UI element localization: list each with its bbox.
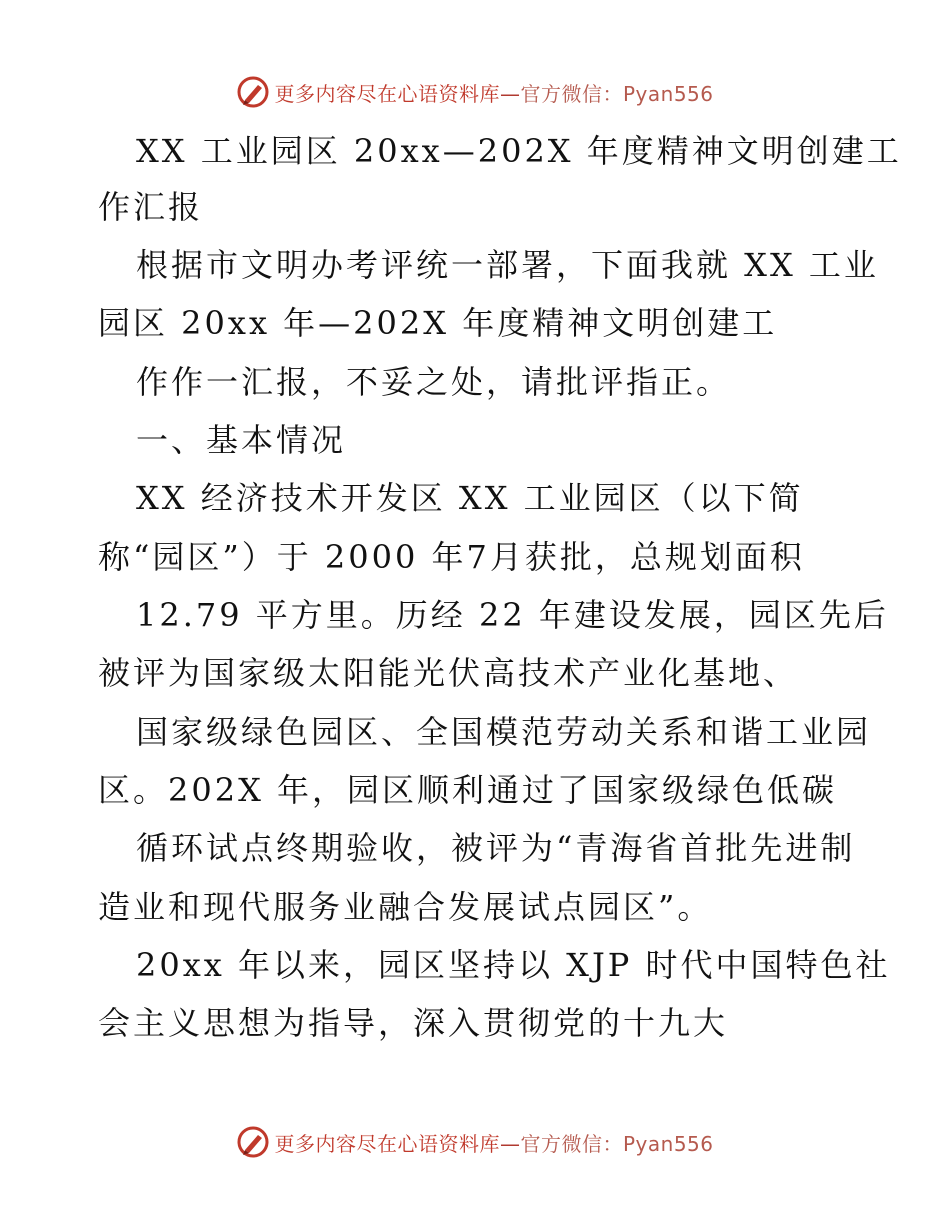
banner-wechat-label: 官方微信：: [520, 1131, 623, 1156]
doc-section-heading: 一、基本情况: [136, 421, 347, 459]
doc-paragraph-line: 园区 20xx 年—202X 年度精神文明创建工: [98, 304, 778, 342]
doc-paragraph-line: 20xx 年以来，园区坚持以 XJP 时代中国特色社: [136, 946, 891, 984]
doc-paragraph-line: 12.79 平方里。历经 22 年建设发展，园区先后: [136, 596, 889, 634]
banner-wechat-id: Pyan556: [622, 81, 714, 106]
banner-main-text: 更多内容尽在心语资料库: [274, 1131, 500, 1156]
banner-text: [274, 1128, 713, 1157]
banner-separator: —: [499, 81, 521, 106]
doc-paragraph-line: 造业和现代服务业融合发展试点园区”。: [98, 888, 713, 926]
doc-paragraph-line: 区。202X 年，园区顺利通过了国家级绿色低碳: [98, 771, 838, 809]
pen-logo-icon: [236, 1125, 270, 1159]
banner-text: [274, 78, 713, 107]
doc-paragraph-line: 作作一汇报，不妥之处，请批评指正。: [136, 363, 732, 401]
doc-title-line-2: 作汇报: [98, 188, 204, 226]
doc-paragraph-line: 根据市文明办考评统一部署，下面我就 XX 工业: [136, 246, 879, 284]
doc-paragraph-line: 循环试点终期验收，被评为“青海省首批先进制: [136, 829, 856, 867]
header-banner: [0, 72, 950, 112]
doc-paragraph-line: XX 经济技术开发区 XX 工业园区（以下简: [136, 479, 804, 517]
doc-paragraph-line: 称“园区”）于 2000 年7月获批，总规划面积: [98, 538, 805, 576]
doc-title-line-1: XX 工业园区 20xx—202X 年度精神文明创建工: [136, 132, 902, 170]
footer-banner: [0, 1122, 950, 1162]
doc-paragraph-line: 国家级绿色园区、全国模范劳动关系和谐工业园: [136, 713, 872, 751]
pen-logo-icon: [236, 75, 270, 109]
doc-paragraph-line: 会主义思想为指导，深入贯彻党的十九大: [98, 1004, 729, 1042]
doc-paragraph-line: 被评为国家级太阳能光伏高技术产业化基地、: [98, 654, 799, 692]
banner-separator: —: [499, 1131, 521, 1156]
banner-main-text: 更多内容尽在心语资料库: [274, 81, 500, 106]
banner-wechat-label: 官方微信：: [520, 81, 623, 106]
banner-wechat-id: Pyan556: [622, 1131, 714, 1156]
